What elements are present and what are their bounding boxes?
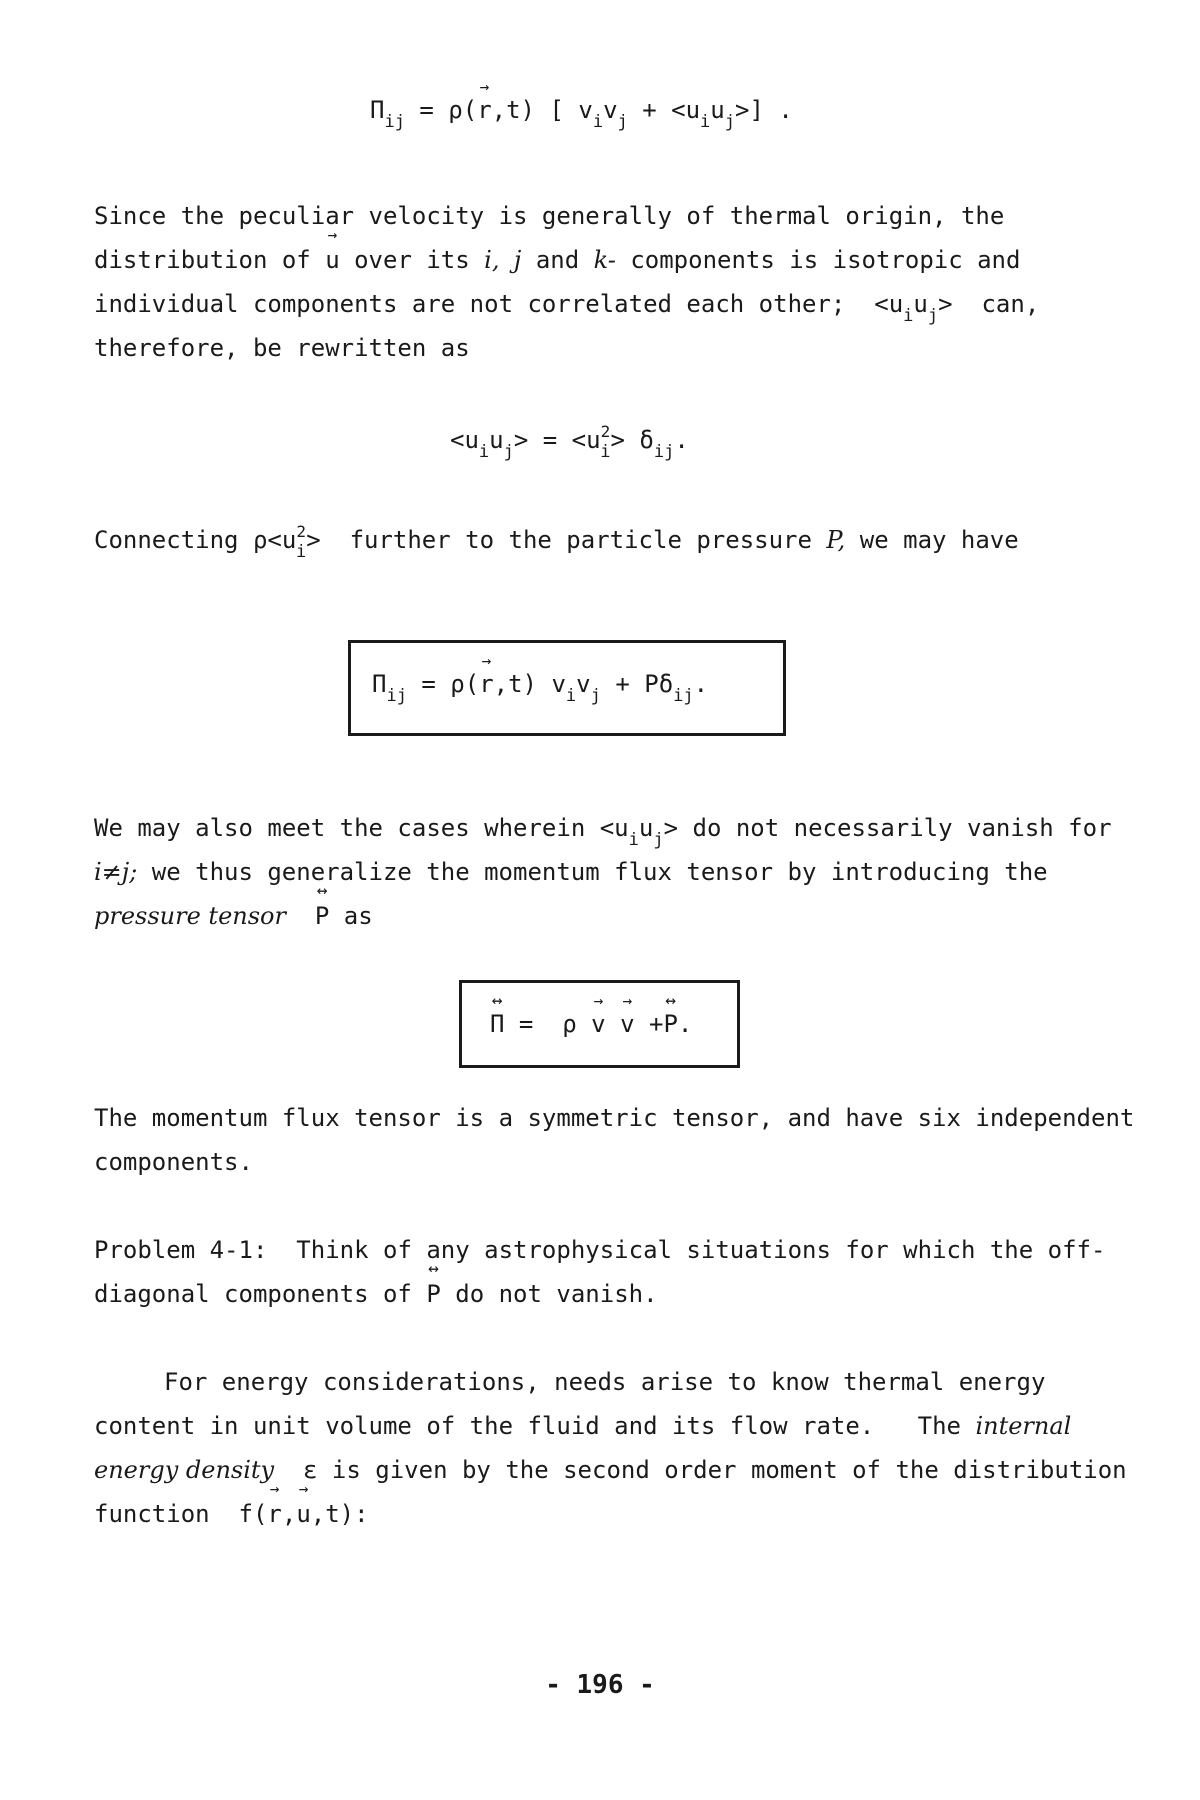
para1-sub-j: j	[927, 306, 939, 326]
equation-boxed-momentum-flux	[372, 670, 709, 706]
eq2-sup: 2	[600, 422, 611, 441]
eq4-v-vector-2: → v	[620, 1010, 634, 1038]
eq1-v1: v	[578, 96, 593, 124]
eq2-delta-sub: ij	[653, 442, 675, 462]
eq2-u: u	[489, 426, 504, 454]
para1-avg-close: >	[938, 290, 953, 318]
eq2-period: .	[674, 426, 689, 454]
equation-momentum-flux	[370, 96, 793, 132]
para3-avg-close: >	[663, 814, 679, 842]
problem-label: Problem 4-1:	[94, 1236, 268, 1264]
para3-italic-inequality: i≠j;	[94, 858, 138, 886]
eq1-period: .	[778, 96, 793, 124]
eq3-equals: =	[421, 670, 436, 698]
eq1-rho: ρ	[448, 96, 463, 124]
para1-line1: Since the peculiar velocity is generally of thermal origin, the	[94, 202, 1005, 230]
eq2-lhs-close: >	[513, 426, 529, 454]
eq1-v2-sub: j	[617, 112, 628, 132]
eq1-plus: +	[642, 96, 657, 124]
eq1-u2-sub: j	[724, 112, 735, 132]
para1-line2	[94, 244, 1020, 276]
eq2-equals: =	[542, 426, 558, 454]
eq3-rho: ρ	[450, 670, 465, 698]
para5-comma: ,	[281, 1500, 297, 1528]
problem-tensor-P: ↔ P	[426, 1278, 440, 1310]
para3-line1	[94, 812, 1112, 850]
para3-u: u	[638, 814, 654, 842]
para4-line1: The momentum flux tensor is a symmetric tensor, and have six independent	[94, 1104, 1135, 1132]
para3-sub-j: j	[653, 830, 664, 850]
eq1-bracket: [	[549, 96, 564, 124]
para2-text: we may have	[859, 526, 1019, 554]
para1-italic-k: k-	[593, 246, 616, 274]
eq3-plus-p: + P	[615, 670, 659, 698]
para5-text: is given by the second order moment of the distribution	[331, 1456, 1127, 1484]
eq1-args: ,t)	[491, 96, 536, 124]
para1-avg-open: <u	[874, 290, 904, 318]
eq3-v1-sub: i	[565, 686, 577, 706]
problem-text: do not vanish.	[455, 1280, 658, 1308]
para2-text: Connecting	[94, 526, 239, 554]
para1-u-vector: → u	[325, 244, 339, 276]
para1-line3	[94, 288, 1040, 326]
para2-close: >	[306, 526, 321, 554]
eq3-v1: v	[551, 670, 566, 698]
para4-line2: components.	[94, 1148, 253, 1176]
para5-f-open: f(	[238, 1500, 268, 1528]
eq1-avg-open: <u	[671, 96, 701, 124]
para5-text: The	[917, 1412, 961, 1440]
eq1-r-vector: → r	[477, 96, 491, 124]
para5-r-vector: → r	[267, 1498, 281, 1530]
eq4-tensor-P: ↔ P	[663, 1010, 677, 1038]
eq4-equals: =	[518, 1010, 534, 1038]
equation-isotropy	[450, 422, 689, 462]
eq1-equals: =	[419, 96, 434, 124]
para3-tensor-P: ↔ P	[315, 900, 329, 932]
eq4-rho: ρ	[562, 1010, 577, 1038]
para2-sub: i	[295, 542, 307, 562]
para5-line4	[94, 1498, 369, 1530]
para5-text: function	[94, 1500, 210, 1528]
problem-text: diagonal components of	[94, 1280, 412, 1308]
para1-text: can,	[981, 290, 1040, 318]
problem-text: Think of any astrophysical situations for which the off-	[296, 1236, 1106, 1264]
para5-line1: For energy considerations, needs arise to know thermal energy	[164, 1368, 1046, 1396]
para1-text: and	[535, 246, 580, 274]
para5-text: content in unit volume of the fluid and its flow rate.	[94, 1412, 875, 1440]
eq1-u2: u	[710, 96, 725, 124]
eq2-sub-j: j	[503, 442, 514, 462]
para5-italic-energy-density: energy density	[94, 1456, 275, 1484]
para1-sub-i: i	[903, 306, 914, 326]
eq4-plus: +	[648, 1010, 664, 1038]
eq3-delta: δ	[658, 670, 674, 698]
eq3-v2: v	[576, 670, 591, 698]
eq1-u1-sub: i	[700, 112, 711, 132]
para2-text: further to the particle pressure	[349, 526, 812, 554]
eq3-paren: (	[464, 670, 480, 698]
para5-epsilon: ε	[303, 1456, 318, 1484]
para1-text: components is isotropic and	[630, 246, 1021, 274]
problem-line1	[94, 1234, 1105, 1266]
eq1-paren: (	[462, 96, 478, 124]
eq3-delta-sub: ij	[673, 686, 694, 706]
para5-line2	[94, 1410, 1071, 1442]
para3-text: We may also meet the cases wherein	[94, 814, 586, 842]
para1-italic-i: i,	[484, 246, 500, 274]
equation-boxed-tensor	[490, 1010, 692, 1038]
eq3-sub: ij	[386, 686, 407, 706]
problem-line2	[94, 1278, 658, 1310]
para3-text: do not necessarily vanish for	[692, 814, 1112, 842]
para5-f-close: ,t):	[310, 1500, 369, 1528]
eq1-avg-close: >]	[735, 96, 764, 124]
eq2-lhs-open: <u	[450, 426, 479, 454]
eq2-rhs-open: <u	[571, 426, 601, 454]
para1-text: individual components are not correlated each other;	[94, 290, 846, 318]
eq2-rhs-sub: i	[600, 442, 611, 462]
para1-text: distribution of	[94, 246, 311, 274]
para3-sub-i: i	[628, 830, 639, 850]
eq3-pi: Π	[372, 670, 387, 698]
eq3-v2-sub: j	[590, 686, 601, 706]
eq1-pi: Π	[370, 96, 385, 124]
para3-italic-pressure-tensor: pressure tensor	[94, 902, 286, 930]
para1-line4: therefore, be rewritten as	[94, 334, 470, 362]
para2-line	[94, 522, 1019, 562]
eq2-sub-i: i	[478, 442, 490, 462]
eq4-tensor-pi: ↔ Π	[490, 1010, 504, 1038]
eq2-delta: δ	[639, 426, 654, 454]
para3-line2	[94, 856, 1048, 888]
para1-text: over its	[354, 246, 470, 274]
para3-text: as	[343, 902, 373, 930]
eq4-period: .	[677, 1010, 693, 1038]
para5-line3	[94, 1454, 1127, 1486]
eq1-v2: v	[603, 96, 618, 124]
eq3-period: .	[693, 670, 709, 698]
para1-u: u	[913, 290, 928, 318]
eq3-r-vector: → r	[479, 670, 493, 698]
para5-italic-internal: internal	[975, 1412, 1072, 1440]
para3-line3	[94, 900, 373, 932]
para1-italic-j: j	[513, 246, 522, 274]
eq1-sub: ij	[384, 112, 405, 132]
para2-rho: ρ<u	[252, 526, 297, 554]
eq1-v1-sub: i	[592, 112, 604, 132]
para2-sup: 2	[296, 522, 306, 541]
eq2-rhs-close: >	[610, 426, 625, 454]
para2-italic-P: P,	[826, 526, 846, 554]
para5-u-vector: → u	[296, 1498, 310, 1530]
para3-text: we thus generalize the momentum flux tensor by introducing the	[151, 858, 1048, 886]
eq3-args: ,t)	[493, 670, 538, 698]
para3-avg-open: <u	[599, 814, 629, 842]
page-number: - 196 -	[545, 1670, 655, 1700]
eq4-v-vector-1: → v	[591, 1010, 605, 1038]
